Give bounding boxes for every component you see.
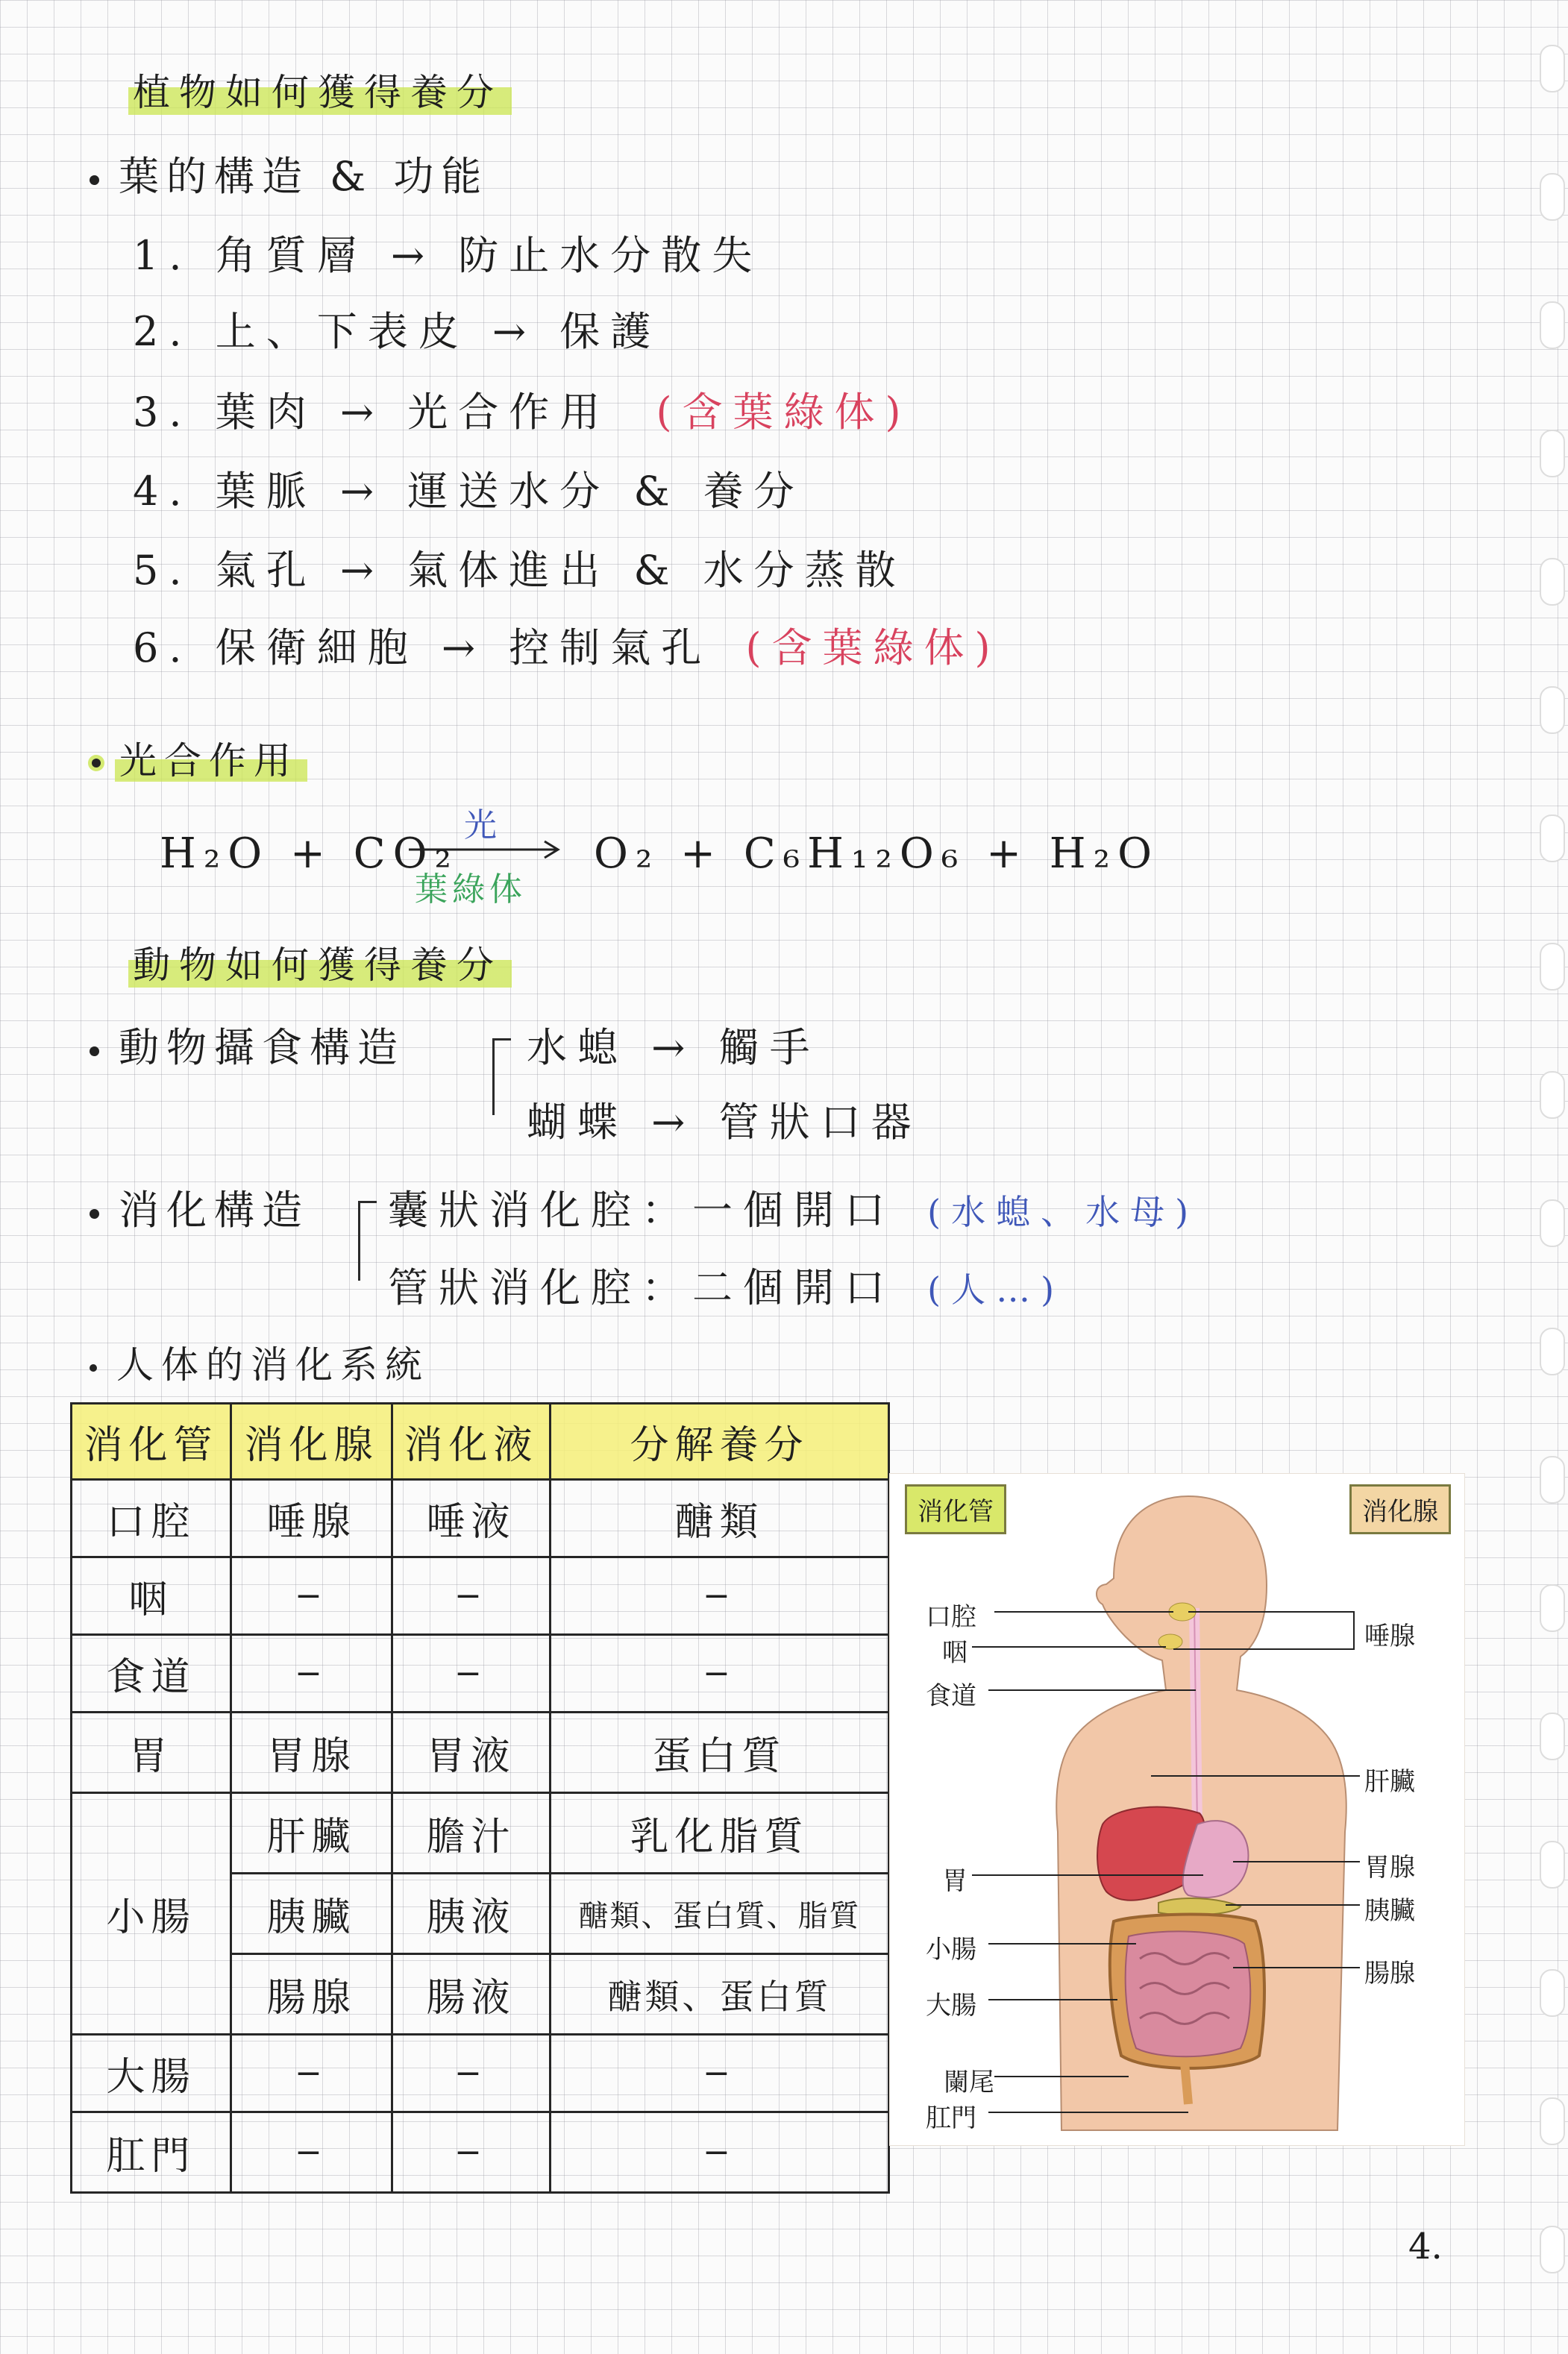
gland-cell: 腸腺: [231, 1954, 392, 2035]
leaf-item-1: 1. 角質層 → 防止水分散失: [133, 232, 763, 279]
light-label: 光: [464, 806, 497, 844]
human-system-title: 人体的消化系統: [90, 1335, 430, 1389]
page-number: 4.: [1408, 2226, 1443, 2267]
label-esophagus: 食道: [926, 1681, 976, 1711]
diagram-tag-tract: 消化管: [905, 1484, 1006, 1534]
animal-nutrition-heading: 動物如何獲得養分: [128, 934, 512, 992]
table-row: [72, 1635, 889, 1713]
juice-cell: 唾液: [392, 1480, 551, 1557]
gland-cell: −: [231, 2035, 392, 2112]
digestive-system-diagram: [889, 1473, 1465, 2146]
digestive-title: 消化構造: [90, 1178, 310, 1236]
feeding-branch-2: 蝴蝶 → 管狀口器: [527, 1099, 922, 1146]
label-small-intestine: 小腸: [926, 1935, 976, 1965]
binder-holes: [1540, 45, 1564, 2354]
gland-cell: −: [231, 2112, 392, 2193]
nutrient-cell: −: [551, 1557, 889, 1635]
nutrient-cell: −: [551, 2035, 889, 2112]
header-cell: 分解養分: [551, 1404, 889, 1480]
bullet-dot: [90, 1046, 99, 1056]
organ-cell: 大腸: [72, 2035, 231, 2112]
leaf-item-3: 3. 葉肉 → 光合作用 (含葉綠体): [133, 389, 912, 436]
feeding-branch-1: 水螅 → 觸手: [527, 1024, 821, 1071]
chloroplast-note: (含葉綠体): [745, 624, 1001, 671]
label-salivary-gland: 唾腺: [1364, 1622, 1415, 1651]
reaction-arrow: [407, 838, 564, 861]
leaf-item-2: 2. 上、下表皮 → 保護: [133, 308, 662, 355]
leaf-item-6: 6. 保衛細胞 → 控制氣孔 (含葉綠体): [133, 624, 1001, 671]
label-appendix: 闌尾: [944, 2068, 994, 2097]
chloroplast-note: (含葉綠体): [656, 389, 912, 436]
organ-cell: 肛門: [72, 2112, 231, 2193]
label-large-intestine: 大腸: [926, 1991, 976, 2021]
gland-cell: 肝臟: [231, 1793, 392, 1874]
header-cell: 消化液: [392, 1404, 551, 1480]
label-pharynx: 咽: [942, 1638, 968, 1668]
feeding-bracket: [492, 1038, 511, 1115]
gland-cell: 胃腺: [231, 1713, 392, 1793]
organ-cell: 胃: [72, 1713, 231, 1793]
juice-cell: 胃液: [392, 1713, 551, 1793]
label-intestinal-gland: 腸腺: [1364, 1959, 1415, 1989]
header-cell: 消化管: [72, 1404, 231, 1480]
juice-cell: 膽汁: [392, 1793, 551, 1874]
nutrient-cell: 醣類、蛋白質、脂質: [551, 1874, 889, 1954]
table-header-row: [72, 1404, 889, 1480]
nutrient-cell: −: [551, 2112, 889, 2193]
leaf-structure-title: 葉的構造 & 功能: [90, 145, 489, 202]
table-row: [72, 1480, 889, 1557]
juice-cell: 腸液: [392, 1954, 551, 2035]
bullet-dot: [88, 755, 104, 771]
nutrient-cell: −: [551, 1635, 889, 1713]
leaf-item-5: 5. 氣孔 → 氣体進出 & 水分蒸散: [133, 547, 906, 594]
digestion-table: [70, 1402, 890, 2194]
digestive-branch-1: 囊狀消化腔：一個開口 (水螅、水母): [388, 1187, 1199, 1234]
juice-cell: −: [392, 1635, 551, 1713]
label-liver: 肝臟: [1364, 1767, 1415, 1797]
label-pancreas: 胰臟: [1364, 1896, 1415, 1926]
header-cell: 消化腺: [231, 1404, 392, 1480]
organ-cell: 食道: [72, 1635, 231, 1713]
leaf-item-4: 4. 葉脈 → 運送水分 & 養分: [133, 468, 805, 515]
digestive-bracket: [358, 1201, 377, 1281]
human-body-illustration: [890, 1474, 1464, 2145]
bullet-dot: [90, 1209, 99, 1219]
bullet-dot: [90, 175, 99, 185]
organ-cell: 口腔: [72, 1480, 231, 1557]
products: O₂ + C₆H₁₂O₆ + H₂O: [594, 829, 1159, 878]
table-row: [72, 1713, 889, 1793]
nutrient-cell: 乳化脂質: [551, 1793, 889, 1874]
table-row: [72, 1557, 889, 1635]
nutrient-cell: 醣類: [551, 1480, 889, 1557]
nutrient-cell: 醣類、蛋白質: [551, 1954, 889, 2035]
juice-cell: −: [392, 2112, 551, 2193]
table-row: [72, 2112, 889, 2193]
organ-cell: 小腸: [72, 1793, 231, 2035]
juice-cell: 胰液: [392, 1874, 551, 1954]
label-gastric-gland: 胃腺: [1364, 1853, 1415, 1883]
feeding-title: 動物攝食構造: [90, 1016, 405, 1073]
juice-cell: −: [392, 2035, 551, 2112]
gland-cell: 唾腺: [231, 1480, 392, 1557]
table-row: [72, 1793, 889, 1874]
juice-cell: −: [392, 1557, 551, 1635]
bullet-dot: [90, 1364, 97, 1372]
photosynthesis-title: 光合作用: [88, 731, 307, 785]
label-anus: 肛門: [926, 2103, 976, 2133]
label-mouth: 口腔: [926, 1602, 976, 1632]
digestive-branch-2: 管狀消化腔：二個開口 (人…): [388, 1264, 1065, 1311]
gland-cell: −: [231, 1635, 392, 1713]
gland-cell: 胰臟: [231, 1874, 392, 1954]
organ-cell: 咽: [72, 1557, 231, 1635]
reactants: H₂O + CO₂: [160, 829, 459, 878]
table-row: [72, 2035, 889, 2112]
plant-nutrition-heading: 植物如何獲得養分: [128, 61, 512, 119]
chloroplast-label: 葉綠体: [415, 870, 527, 908]
gland-cell: −: [231, 1557, 392, 1635]
diagram-tag-glands: 消化腺: [1349, 1484, 1451, 1534]
nutrient-cell: 蛋白質: [551, 1713, 889, 1793]
label-stomach: 胃: [942, 1866, 968, 1896]
